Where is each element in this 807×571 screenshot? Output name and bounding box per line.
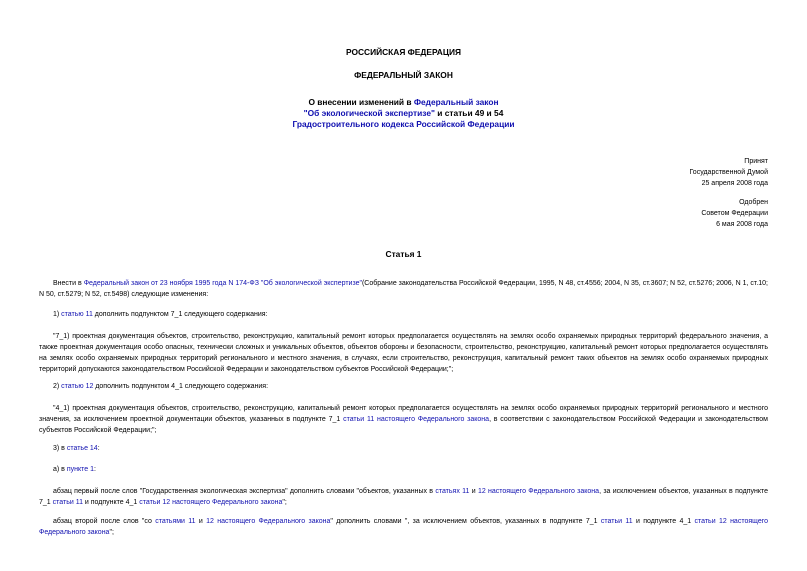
para2-text-4: и подпункте 4_1: [632, 518, 695, 525]
law-title: [0, 97, 807, 130]
adoption-block: [689, 156, 768, 189]
quote-7-1: [39, 331, 768, 375]
link-article-11[interactable]: статью 11: [61, 311, 93, 318]
approved-label: Одобрен: [739, 199, 768, 206]
title-link-expertise[interactable]: "Об экологической экспертизе": [303, 108, 435, 118]
link-12-this-law[interactable]: 12 настоящего Федерального закона: [477, 488, 600, 495]
link-articles-11[interactable]: статьях 11: [435, 488, 470, 495]
paragraph-first-abzac: [39, 486, 768, 508]
accepted-by: Государственной Думой: [689, 169, 768, 176]
law-type-heading: ФЕДЕРАЛЬНЫЙ ЗАКОН: [354, 70, 453, 80]
para1-text-3: , за исключением объектов, указанных в подпункте 7_1: [39, 488, 769, 506]
link-article-12[interactable]: статью 12: [61, 383, 94, 390]
item-1-prefix: 1): [53, 311, 62, 318]
item-2: [39, 381, 768, 392]
item-1: [39, 309, 768, 320]
para2-text-5: ";: [109, 529, 114, 536]
article-title: Статья 1: [385, 249, 422, 259]
accepted-date: 25 апреля 2008 года: [701, 180, 768, 187]
para1-text-2: и: [469, 488, 478, 495]
link-article-11-c[interactable]: статьи 11: [600, 518, 633, 525]
item-1-suffix: дополнить подпунктом 7_1 следующего содержания:: [92, 311, 268, 318]
link-article-14[interactable]: статье 14: [66, 445, 98, 452]
para1-text-4: и подпункте 4_1: [82, 499, 140, 506]
para1-text-1: абзац первый после слов "Государственная экологическая экспертиза" дополнить словами "объектов, указанных в: [53, 488, 436, 495]
approved-date: 6 мая 2008 года: [716, 221, 768, 228]
item-3-suffix: :: [97, 445, 100, 452]
title-link-federal-law[interactable]: Федеральный закон: [413, 97, 499, 107]
item-2-suffix: дополнить подпунктом 4_1 следующего содержания:: [93, 383, 269, 390]
title-suffix: и статьи 49 и 54: [434, 108, 504, 118]
link-article-11-this-law[interactable]: статьи 11 настоящего Федерального закона: [343, 416, 490, 423]
item-2-prefix: 2): [53, 383, 62, 390]
intro-text-start: Внести в: [53, 280, 84, 287]
quote-7-1-text: "7_1) проектная документация объектов, строительство, реконструкцию, капитальный ремонт которых предполагается осуществлять на землях особо охраняемых природных территорий федерального значения, а также проектная документация особо опасных, технически сложных и уникальных объектов, объектов обороны и безопасности, строительство, реконструкцию, капитальный ремонт которых предполагается осуществлять на землях особо охраняемых природных территорий регионального и местного значения, в случаях, если строительство, реконструкция, капитальный ремонт таких объектов на землях особо охраняемых природных территорий допускаются законодательством Российской Федерации и законодательством субъектов Российской Федерации;";: [39, 333, 768, 373]
item-3a-prefix: а) в: [53, 466, 67, 473]
link-article-12-this-law-b[interactable]: статьи 12 настоящего Федерального закона: [39, 518, 769, 536]
item-3-prefix: 3) в: [53, 445, 67, 452]
para1-text-5: ";: [282, 499, 287, 506]
approved-by: Советом Федерации: [701, 210, 768, 217]
title-prefix: О внесении изменений в: [308, 97, 414, 107]
item-3a: [39, 464, 768, 475]
quote-4-1-text-end: , в соответствии с законодательством Российской Федерации и законодательством субъектов Российской Федерации;";: [39, 416, 768, 434]
para2-text-1: абзац второй после слов "со: [53, 518, 156, 525]
link-law-174[interactable]: Федеральный закон от 23 ноября 1995 года N 174-ФЗ "Об экологической экспертизе": [83, 280, 362, 287]
paragraph-second-abzac: [39, 516, 768, 538]
link-articles-11-b[interactable]: статьями 11: [155, 518, 196, 525]
link-article-11-b[interactable]: статьи 11: [52, 499, 83, 506]
para2-text-2: и: [195, 518, 207, 525]
intro-paragraph: [39, 278, 768, 300]
title-link-grad-code[interactable]: Градостроительного кодекса Российской Федерации: [292, 119, 515, 129]
intro-text-end: (Собрание законодательства Российской Федерации, 1995, N 48, ст.4556; 2004, N 35, ст.3607; N 52, ст.5276; 2006, N 1, ст.10; N 50, ст.5279; N 52, ст.5498) следующие изменения:: [39, 280, 769, 298]
link-12-this-law-b[interactable]: 12 настоящего Федерального закона: [206, 518, 331, 525]
item-3a-suffix: :: [94, 466, 96, 473]
link-point-1[interactable]: пункте 1: [66, 466, 94, 473]
accepted-label: Принят: [744, 158, 768, 165]
country-heading: РОССИЙСКАЯ ФЕДЕРАЦИЯ: [345, 47, 462, 57]
item-3: [39, 443, 768, 454]
approval-block: [701, 197, 768, 230]
quote-4-1: [39, 403, 768, 436]
link-article-12-this-law[interactable]: статьи 12 настоящего Федерального закона: [139, 499, 283, 506]
quote-4-1-text-start: "4_1) проектная документация объектов, строительство, реконструкцию, капитальный ремонт которых предполагается осуществлять на землях особо охраняемых природных территорий регионального и местного значения, за исключением проектной документации объектов, указанных в подпункте 7_1: [39, 405, 768, 423]
para2-text-3: " дополнить словами ", за исключением объектов, указанных в подпункте 7_1: [330, 518, 601, 525]
